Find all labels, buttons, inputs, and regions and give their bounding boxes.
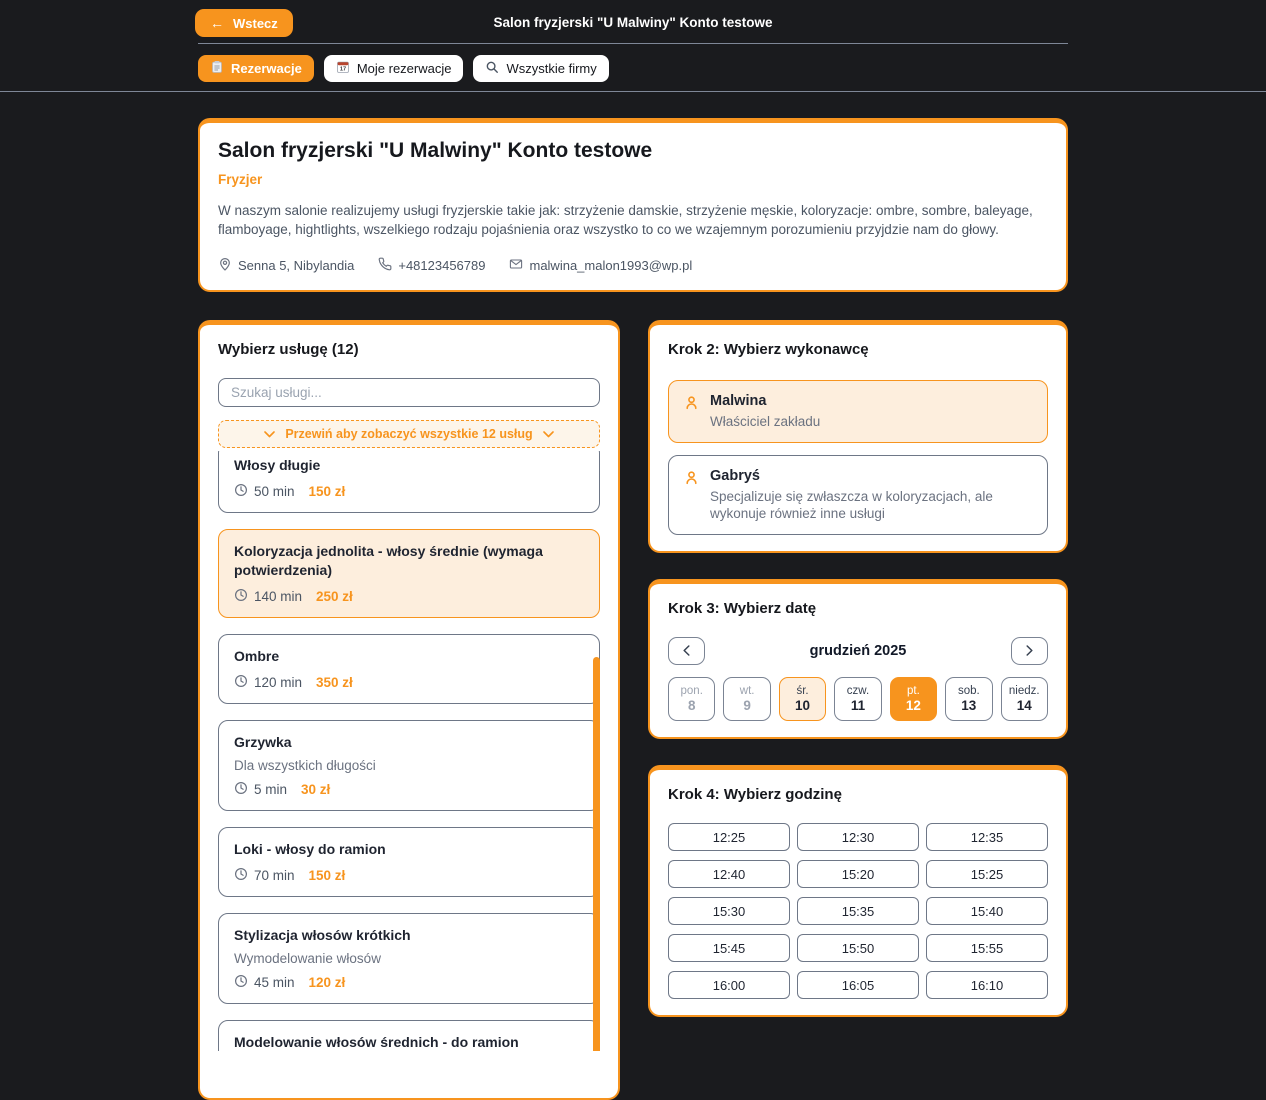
service-item[interactable]: [218, 634, 600, 704]
worker-option[interactable]: [668, 380, 1048, 443]
day-of-week-label: pt.: [907, 685, 920, 697]
calendar-nav: [668, 637, 1048, 665]
day-number: 12: [905, 698, 921, 713]
day-number: 9: [743, 698, 751, 713]
service-duration: 140 min: [254, 589, 303, 604]
envelope-icon: [509, 257, 523, 274]
tab-label: Moje rezerwacje: [356, 61, 452, 76]
step2-heading: Krok 2: Wybierz wykonawcę: [668, 341, 869, 358]
service-price: 250 zł: [316, 589, 353, 604]
main-content: [198, 118, 1068, 1100]
day-number: 10: [795, 698, 811, 713]
header-tabs: [198, 44, 1068, 91]
time-slot[interactable]: 15:25: [926, 860, 1048, 888]
service-meta: [234, 781, 584, 798]
services-card: [198, 320, 620, 1100]
day-option[interactable]: [945, 677, 992, 721]
scroll-hint-banner[interactable]: [218, 420, 600, 448]
time-slot[interactable]: 12:25: [668, 823, 790, 851]
page-title: Salon fryzjerski "U Malwiny" Konto testowe: [493, 15, 773, 30]
search-input[interactable]: [218, 378, 600, 407]
service-meta: [234, 674, 584, 691]
time-slot[interactable]: 15:50: [797, 934, 919, 962]
service-name: Modelowanie włosów średnich - do ramion: [234, 1034, 519, 1050]
time-slot[interactable]: 15:45: [668, 934, 790, 962]
service-price: 150 zł: [308, 868, 346, 883]
days-row: [668, 677, 1048, 721]
phone-icon: [378, 257, 392, 274]
back-button-label: Wstecz: [233, 15, 278, 31]
tab-label: Wszystkie firmy: [506, 61, 597, 76]
tab-moje-rezerwacje[interactable]: [324, 55, 464, 82]
services-list: [218, 451, 600, 1051]
worker-name: Malwina: [710, 393, 767, 409]
service-price: 350 zł: [316, 675, 353, 690]
tab-wszystkie-firmy[interactable]: [473, 55, 608, 82]
time-slot[interactable]: 15:30: [668, 897, 790, 925]
service-meta: [234, 867, 584, 884]
location-pin-icon: [218, 257, 232, 274]
scrollbar-thumb[interactable]: [593, 657, 600, 1051]
salon-name: Salon fryzjerski "U Malwiny" Konto testowe: [218, 139, 653, 162]
service-duration: 70 min: [254, 868, 295, 883]
salon-phone: +48123456789: [378, 257, 485, 274]
day-option[interactable]: [1001, 677, 1048, 721]
time-slot[interactable]: 12:40: [668, 860, 790, 888]
services-heading: Wybierz usługę (12): [218, 341, 359, 358]
service-meta: [234, 588, 584, 605]
clock-icon: [234, 781, 248, 798]
chevron-right-icon: [1026, 644, 1033, 659]
service-name: Koloryzacja jednolita - włosy średnie (wymaga potwierdzenia): [234, 543, 543, 578]
service-name: Loki - włosy do ramion: [234, 841, 386, 857]
day-of-week-label: sob.: [957, 685, 980, 697]
day-number: 11: [850, 698, 866, 713]
service-duration: 120 min: [254, 675, 303, 690]
service-duration: 50 min: [254, 484, 295, 499]
time-slot[interactable]: 16:05: [797, 971, 919, 999]
chevron-down-icon: [543, 427, 554, 441]
clock-icon: [234, 974, 248, 991]
service-name: Grzywka: [234, 734, 292, 750]
tab-rezerwacje[interactable]: [198, 55, 314, 82]
salon-description: W naszym salonie realizujemy usługi fryzjerskie takie jak: strzyżenie damskie, strzyżenie męskie, koloryzacje: ombre, sombre, baleyage, flamboyage, hightlights, wszelkiego rodzaju pojaśnienia oraz wszystko to co we wzajemnym porozumieniu przyjdzie nam do głowy.: [218, 203, 1033, 237]
clock-icon: [234, 867, 248, 884]
workers-list: [668, 380, 1048, 535]
day-option[interactable]: [890, 677, 937, 721]
service-duration: 5 min: [254, 782, 288, 797]
day-of-week-label: wt.: [739, 685, 755, 697]
next-week-button[interactable]: [1011, 637, 1048, 665]
day-option[interactable]: [668, 677, 715, 721]
step2-card: [648, 320, 1068, 553]
day-number: 14: [1016, 698, 1032, 713]
day-number: 8: [687, 698, 696, 713]
worker-name: Gabryś: [710, 468, 760, 484]
chevron-left-icon: [683, 644, 690, 659]
time-slot[interactable]: 16:10: [926, 971, 1048, 999]
service-item[interactable]: [218, 451, 600, 513]
salon-info-card: [198, 118, 1068, 292]
step4-card: [648, 765, 1068, 1017]
tab-label: Rezerwacje: [231, 61, 302, 76]
day-of-week-label: pon.: [680, 685, 703, 697]
day-option[interactable]: [779, 677, 826, 721]
service-price: 150 zł: [308, 484, 346, 499]
clock-icon: [234, 483, 248, 500]
search-icon: [485, 60, 499, 77]
chevron-down-icon: [264, 427, 275, 441]
service-name: Włosy długie: [234, 457, 321, 473]
time-slot[interactable]: 15:20: [797, 860, 919, 888]
time-slot[interactable]: 12:30: [797, 823, 919, 851]
back-arrow-icon: ←: [210, 15, 224, 31]
service-item[interactable]: [218, 827, 600, 897]
day-of-week-label: czw.: [846, 685, 870, 697]
day-option[interactable]: [834, 677, 881, 721]
time-slots-grid: [668, 823, 1048, 999]
day-number: 13: [961, 698, 977, 713]
worker-option[interactable]: [668, 455, 1048, 535]
salon-address: Senna 5, Nibylandia: [218, 257, 354, 274]
scroll-hint-label: Przewiń aby zobaczyć wszystkie 12 usług: [285, 427, 533, 441]
day-of-week-label: niedz.: [1008, 685, 1040, 697]
worker-description: Właściciel zakładu: [710, 414, 821, 429]
service-item[interactable]: [218, 720, 600, 811]
service-meta: [234, 974, 584, 991]
service-duration: 45 min: [254, 975, 295, 990]
service-subtitle: Wymodelowanie włosów: [234, 951, 381, 966]
clock-icon: [234, 674, 248, 691]
service-meta: [234, 483, 584, 500]
calendar-icon: [336, 60, 350, 77]
service-item[interactable]: [218, 913, 600, 1004]
day-option[interactable]: [723, 677, 770, 721]
person-icon: [684, 468, 699, 490]
time-slot[interactable]: 15:35: [797, 897, 919, 925]
service-subtitle: Dla wszystkich długości: [234, 758, 376, 773]
svg-text:17: 17: [339, 66, 346, 73]
step4-heading: Krok 4: Wybierz godzinę: [668, 786, 842, 803]
time-slot[interactable]: 15:40: [926, 897, 1048, 925]
time-slot[interactable]: 15:55: [926, 934, 1048, 962]
month-label: grudzień 2025: [809, 643, 907, 659]
salon-contact-row: [218, 257, 1048, 274]
day-of-week-label: śr.: [796, 685, 809, 697]
clipboard-icon: [210, 60, 224, 77]
time-slot[interactable]: 16:00: [668, 971, 790, 999]
service-item[interactable]: [218, 529, 600, 618]
step3-heading: Krok 3: Wybierz datę: [668, 600, 817, 617]
service-price: 120 zł: [308, 975, 346, 990]
salon-email: malwina_malon1993@wp.pl: [509, 257, 692, 274]
service-price: 30 zł: [301, 782, 331, 797]
worker-description: Specjalizuje się zwłaszcza w koloryzacjach, ale wykonuje również inne usługi: [710, 489, 993, 521]
service-name: Stylizacja włosów krótkich: [234, 927, 411, 943]
app-header: [0, 0, 1266, 92]
steps-column: [648, 320, 1068, 1017]
service-item[interactable]: [218, 1020, 600, 1051]
salon-category: Fryzjer: [218, 172, 263, 187]
time-slot[interactable]: 12:35: [926, 823, 1048, 851]
step3-card: [648, 579, 1068, 739]
person-icon: [684, 393, 699, 415]
service-name: Ombre: [234, 648, 280, 664]
clock-icon: [234, 588, 248, 605]
prev-week-button[interactable]: [668, 637, 705, 665]
